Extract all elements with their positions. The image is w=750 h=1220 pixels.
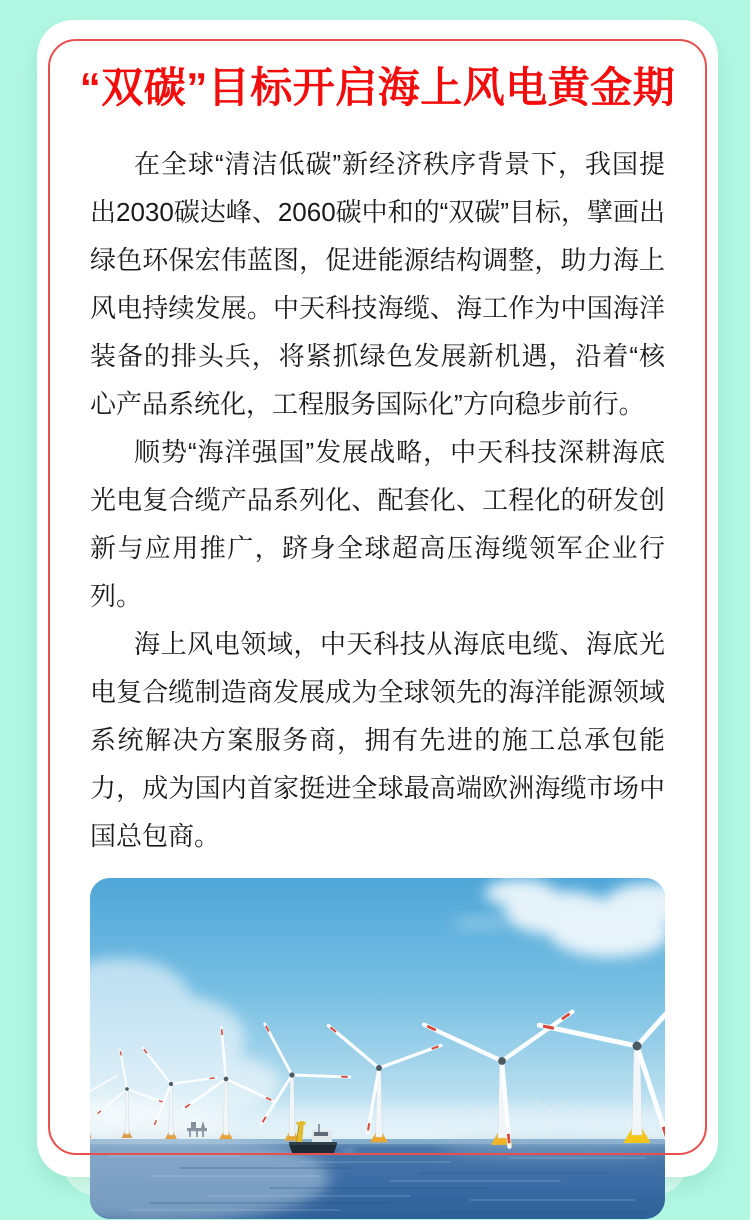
article-title: “双碳”目标开启海上风电黄金期 xyxy=(79,64,676,111)
offshore-wind-photo-svg xyxy=(90,878,665,1219)
article-photo xyxy=(90,878,665,1219)
paragraph-2: 顺势“海洋强国”发展战略，中天科技深耕海底光电复合缆产品系列化、配套化、工程化的研发创新与应用推广，跻身全球超高压海缆领军企业行列。 xyxy=(90,437,665,611)
paragraph-1: 在全球“清洁低碳”新经济秩序背景下，我国提出2030碳达峰、2060碳中和的“双碳”目标，擘画出绿色环保宏伟蓝图，促进能源结构调整，助力海上风电持续发展。中天科技海缆、海工作为中国海洋装备的排头兵，将紧抓绿色发展新机遇，沿着“核心产品系统化，工程服务国际化”方向稳步前行。 xyxy=(90,149,665,419)
article-body xyxy=(90,140,665,860)
article-card xyxy=(37,20,718,1177)
paragraph-3: 海上风电领域，中天科技从海底电缆、海底光电复合缆制造商发展成为全球领先的海洋能源领域系统解决方案服务商，拥有先进的施工总承包能力，成为国内首家挺进全球最高端欧洲海缆市场中国总包商。 xyxy=(90,629,665,851)
